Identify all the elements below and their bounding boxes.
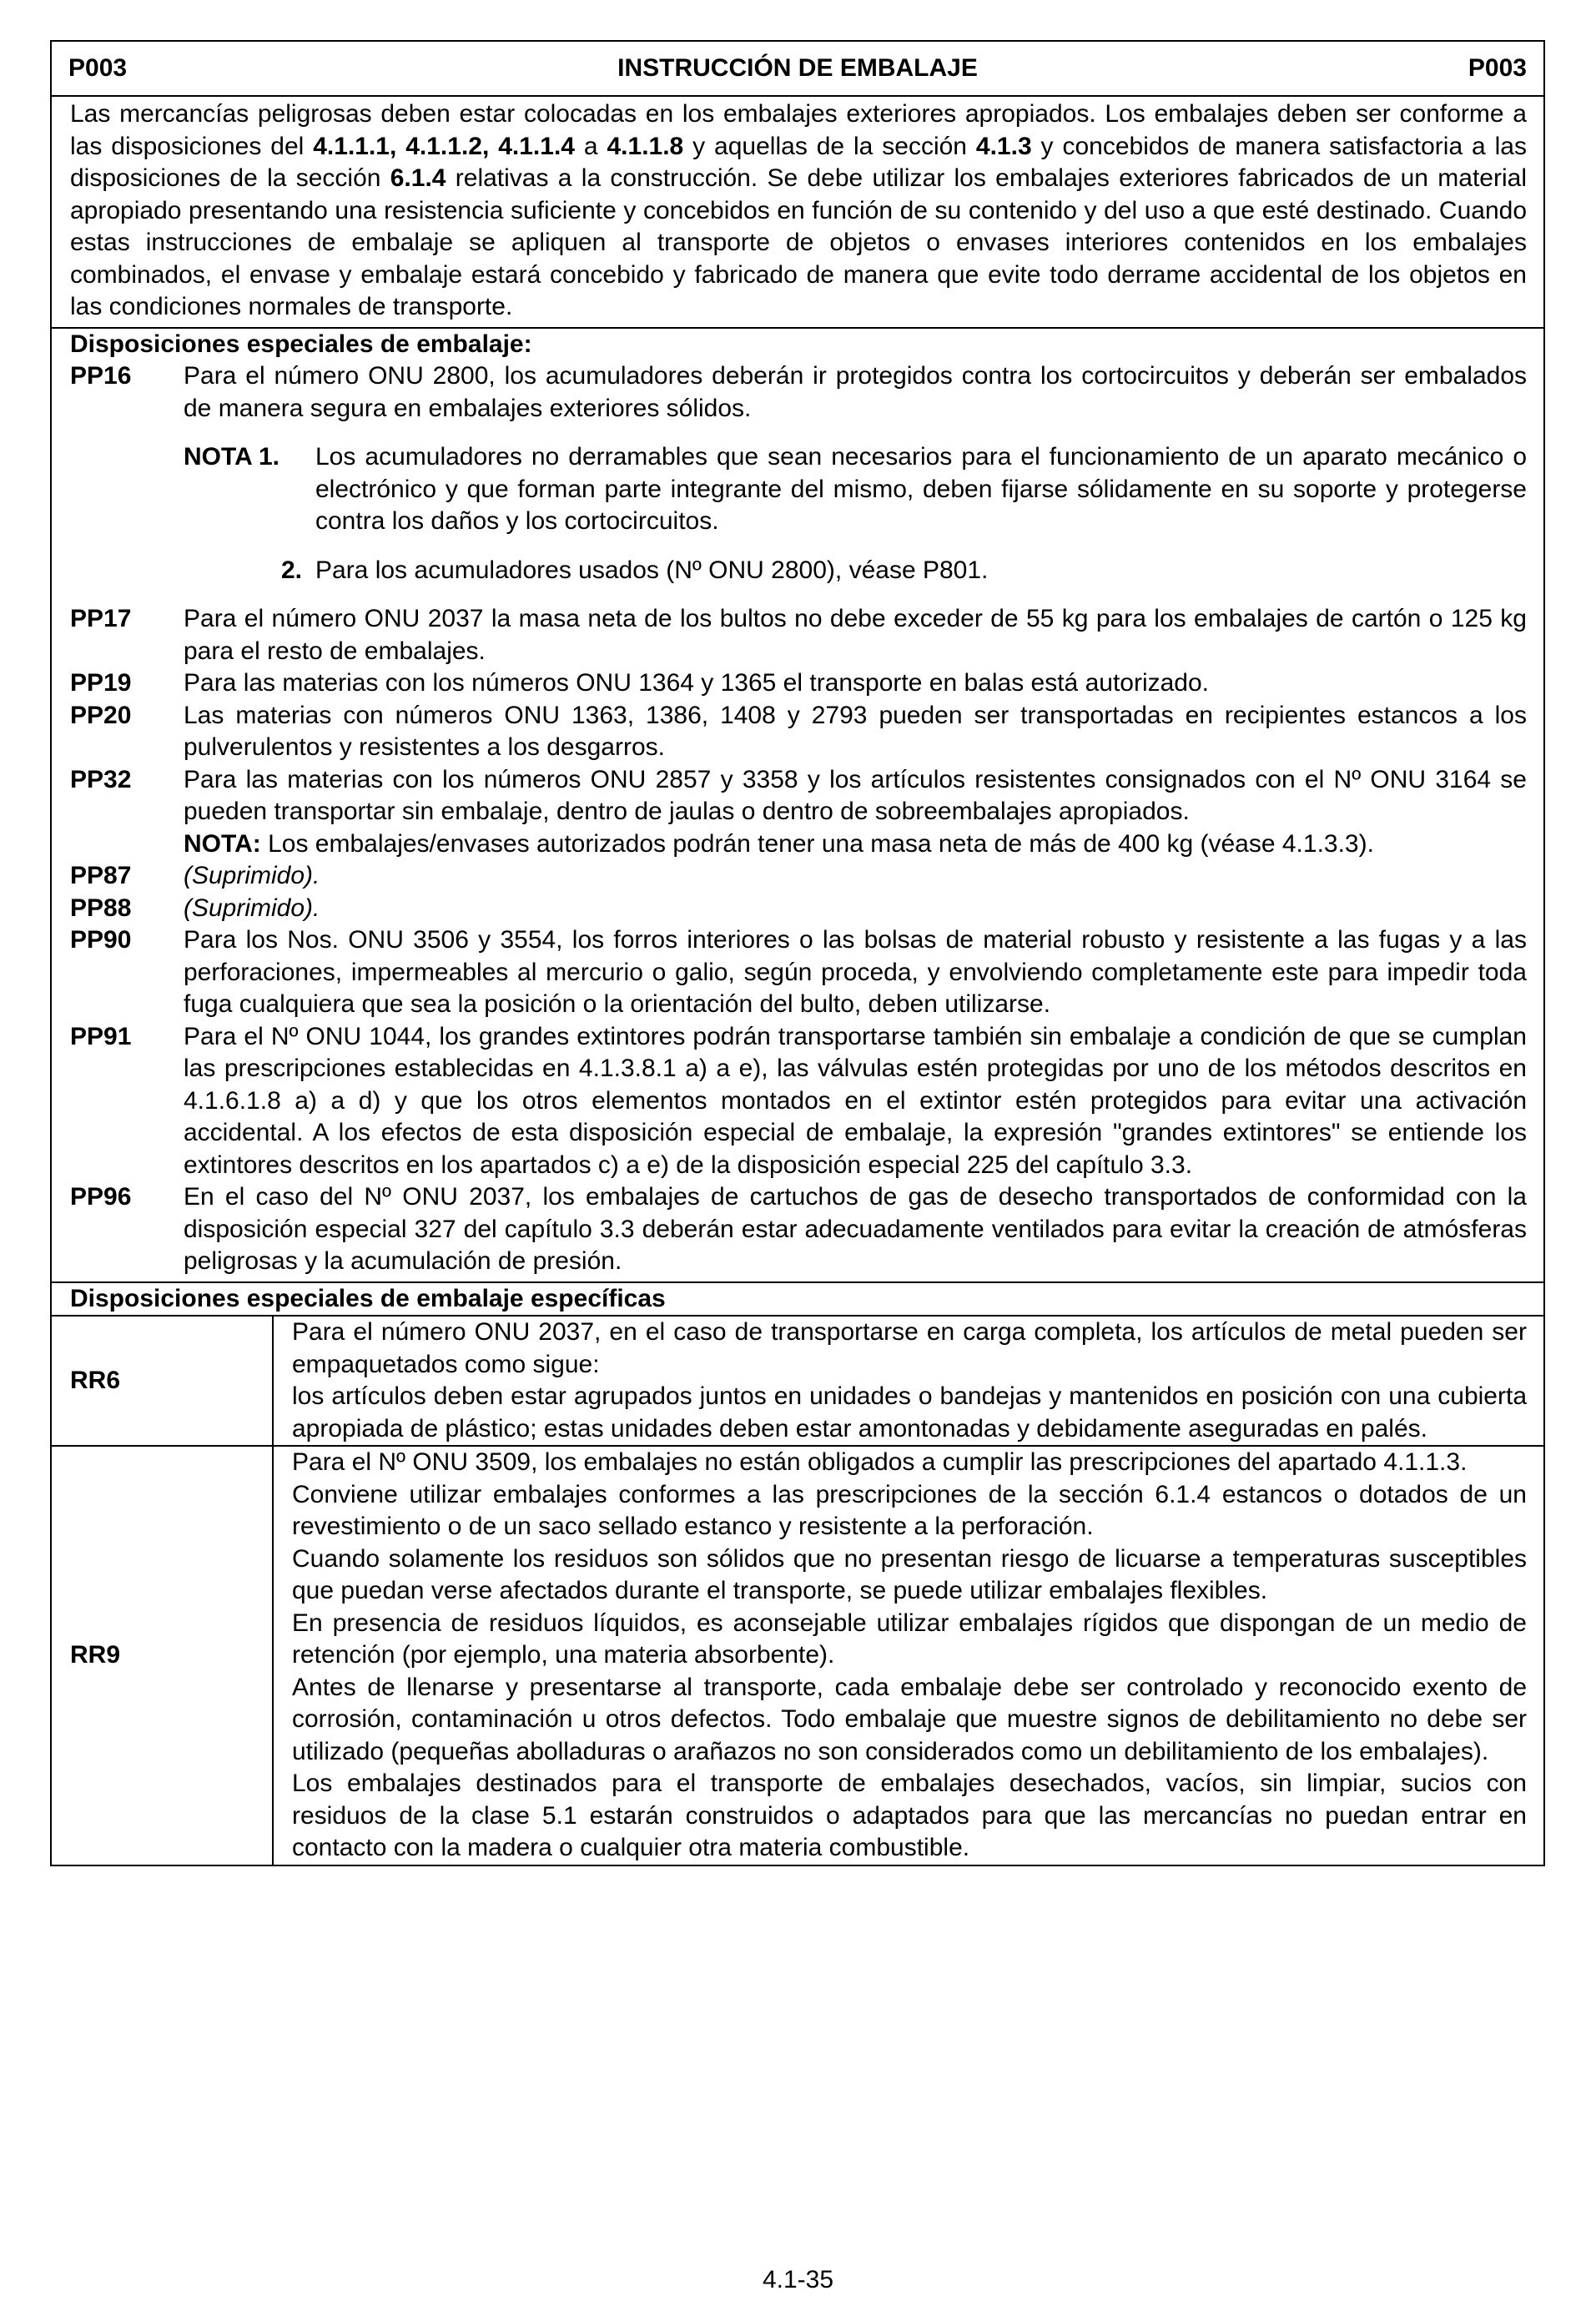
provision-pp16 xyxy=(70,360,1527,603)
provision-text: Para el Nº ONU 1044, los grandes extintores podrán transportarse también sin embalaje a condición de que se cumplan las prescripciones establecidas en 4.1.3.8.1 a) a e), las válvulas estén protegidas por uno de los métodos descritos en 4.1.6.1.8 a) a d) y que los otros elementos montados en el extintor estén protegidos para evitar una activación accidental. A los efectos de esta disposición especial de embalaje, la expresión "grandes extintores" se entiende los extintores descritos en los apartados c) a e) de la disposición especial 225 del capítulo 3.3. xyxy=(184,1022,1527,1179)
intro-text-3: y aquellas de la sección xyxy=(683,132,976,160)
provision-text: (Suprimido). xyxy=(184,894,320,922)
provision-pp88 xyxy=(70,893,1527,925)
note-label: NOTA 1. xyxy=(184,443,280,471)
provision-pp17 xyxy=(70,603,1527,667)
provision-code: PP17 xyxy=(70,605,132,632)
intro-text-2: a xyxy=(574,132,607,160)
intro-ref-1: 4.1.1.1, 4.1.1.2, 4.1.1.4 xyxy=(313,132,575,160)
provision-paragraph: Conviene utilizar embalajes conformes a las prescripciones de la sección 6.1.4 estancos o dotados de un revestimiento o de un saco sellado estanco y resistente a la perforación. xyxy=(292,1480,1527,1540)
header-title: INSTRUCCIÓN DE EMBALAJE xyxy=(617,53,978,82)
provision-pp32 xyxy=(70,764,1527,861)
intro-paragraph xyxy=(52,97,1543,329)
note-1 xyxy=(184,441,1527,538)
intro-ref-2: 4.1.1.8 xyxy=(607,132,684,160)
provision-paragraph: En presencia de residuos líquidos, es aconsejable utilizar embalajes rígidos que dispongan de un medio de retención (por ejemplo, una materia absorbente). xyxy=(292,1609,1527,1669)
provision-text: (Suprimido). xyxy=(184,862,320,889)
provision-text: Para el número ONU 2037 la masa neta de los bultos no debe exceder de 55 kg para los embalajes de cartón o 125 kg para el resto de embalajes. xyxy=(184,605,1527,665)
provision-code: RR6 xyxy=(52,1317,274,1445)
provision-paragraph: Los embalajes destinados para el transporte de embalajes desechados, vacíos, sin limpiar, sucios con residuos de la clase 5.1 estarán construidos o adaptados para que las mercancías no puedan entrar en contacto con la madera o cualquier otra materia combustible. xyxy=(292,1770,1527,1861)
provision-code: RR9 xyxy=(52,1447,274,1865)
note xyxy=(184,828,1527,861)
provision-text: Para el número ONU 2800, los acumuladores deberán ir protegidos contra los cortocircuitos y deberán ser embalados de manera segura en embalajes exteriores sólidos. xyxy=(184,362,1527,422)
provision-text: Para las materias con los números ONU 1364 y 1365 el transporte en balas está autorizado. xyxy=(184,669,1210,697)
provision-code: PP91 xyxy=(70,1022,132,1050)
intro-ref-4: 6.1.4 xyxy=(390,164,446,192)
pp-section-title: Disposiciones especiales de embalaje: xyxy=(70,330,532,358)
provision-pp91 xyxy=(70,1021,1527,1182)
provision-code: PP19 xyxy=(70,669,132,697)
provision-code: PP90 xyxy=(70,926,132,954)
page-number: 4.1-35 xyxy=(762,2266,834,2293)
provision-pp96 xyxy=(70,1181,1527,1278)
provision-pp87 xyxy=(70,860,1527,893)
provision-rr9 xyxy=(52,1447,1543,1865)
provision-code: PP16 xyxy=(70,362,132,390)
packing-instruction-table xyxy=(50,40,1545,1866)
provision-text: Para los Nos. ONU 3506 y 3554, los forros interiores o las bolsas de material robusto y resistente a las fugas y a las perforaciones, impermeables al mercurio o galio, según proceda, y envolviendo completamente este para impedir toda fuga cualquiera que sea la posición o la orientación del bulto, deben utilizarse. xyxy=(184,926,1527,1018)
note-text: Los embalajes/envases autorizados podrán tener una masa neta de más de 400 kg (véase 4.1.3.3). xyxy=(260,829,1374,858)
provision-code: PP88 xyxy=(70,894,132,922)
provision-text: Para las materias con los números ONU 2857 y 3358 y los artículos resistentes consignados con el Nº ONU 3164 se pueden transportar sin embalaje, dentro de jaulas o dentro de sobreembalajes apropiados. xyxy=(184,765,1527,825)
provision-text-block xyxy=(274,1317,1543,1445)
provision-paragraph: Para el Nº ONU 3509, los embalajes no están obligados a cumplir las prescripciones del apartado 4.1.1.3. xyxy=(292,1448,1468,1476)
provision-pp20 xyxy=(70,700,1527,764)
intro-ref-3: 4.1.3 xyxy=(975,132,1032,160)
note-2 xyxy=(184,555,1527,587)
provision-text-block xyxy=(274,1447,1543,1865)
provision-paragraph: Antes de llenarse y presentarse al transporte, cada embalaje debe ser controlado y reconocido exento de corrosión, contaminación u otros defectos. Todo embalaje que muestre signos de debilitamiento no debe ser utilizado (pequeñas abolladuras o arañazos no son considerados como un debilitamiento de los embalajes). xyxy=(292,1673,1527,1765)
provision-paragraph: los artículos deben estar agrupados juntos en unidades o bandejas y mantenidos en posición con una cubierta apropiada de plástico; estas unidades deben estar amontonadas y debidamente aseguradas en palés. xyxy=(292,1382,1527,1442)
intro-text-4: y concebidos de manera satisfactoria a las disposiciones de la sección xyxy=(70,132,1527,192)
note-text: Para los acumuladores usados (Nº ONU 2800), véase P801. xyxy=(315,556,989,584)
provision-code: PP96 xyxy=(70,1183,132,1211)
header-code-left: P003 xyxy=(68,53,128,82)
provision-text: En el caso del Nº ONU 2037, los embalajes de cartuchos de gas de desecho transportados de conformidad con la disposición especial 327 del capítulo 3.3 deberán estar adecuadamente ventilados para evitar la creación de atmósferas peligrosas y la acumulación de presión. xyxy=(184,1183,1527,1275)
provision-text: Las materias con números ONU 1363, 1386, 1408 y 2793 pueden ser transportadas en recipientes estancos a los pulverulentos y resistentes a los desgarros. xyxy=(184,701,1527,761)
header-code-right: P003 xyxy=(1468,53,1527,82)
provision-code: PP32 xyxy=(70,765,132,793)
table-header xyxy=(52,42,1543,97)
intro-text-5: relativas a la construcción. Se debe utilizar los embalajes exteriores fabricados de un material apropiado presentando una resistencia suficiente y concebidos en función de su contenido y del uso a que esté destinado. Cuando estas instrucciones de embalaje se apliquen al transporte de objetos o envases interiores contenidos en los embalajes combinados, el envase y embalaje estará concebido y fabricado de manera que evite todo derrame accidental de los objetos en las condiciones normales de transporte. xyxy=(70,164,1527,320)
provision-code: PP20 xyxy=(70,701,132,729)
provision-paragraph: Cuando solamente los residuos son sólidos que no presentan riesgo de licuarse a temperaturas susceptibles que puedan verse afectados durante el transporte, se puede utilizar embalajes flexibles. xyxy=(292,1544,1527,1604)
intro-text-1: Las mercancías peligrosas deben estar colocadas en los embalajes exteriores apropiados. Los embalajes deben ser conforme a las disposiciones del xyxy=(70,100,1527,160)
note-text: Los acumuladores no derramables que sean necesarios para el funcionamiento de un aparato mecánico o electrónico y que forman parte integrante del mismo, deben fijarse sólidamente en su soporte y protegerse contra los daños y los cortocircuitos. xyxy=(315,443,1527,535)
provision-rr6 xyxy=(52,1317,1543,1447)
rr-section-title: Disposiciones especiales de embalaje específicas xyxy=(52,1281,1543,1317)
provision-pp90 xyxy=(70,924,1527,1021)
special-packing-provisions xyxy=(52,329,1543,1281)
note-label: NOTA: xyxy=(184,829,261,858)
note-label: 2. xyxy=(280,556,302,584)
provision-pp19 xyxy=(70,667,1527,700)
provision-paragraph: Para el número ONU 2037, en el caso de transportarse en carga completa, los artículos de metal pueden ser empaquetados como sigue: xyxy=(292,1318,1527,1378)
provision-code: PP87 xyxy=(70,862,132,889)
